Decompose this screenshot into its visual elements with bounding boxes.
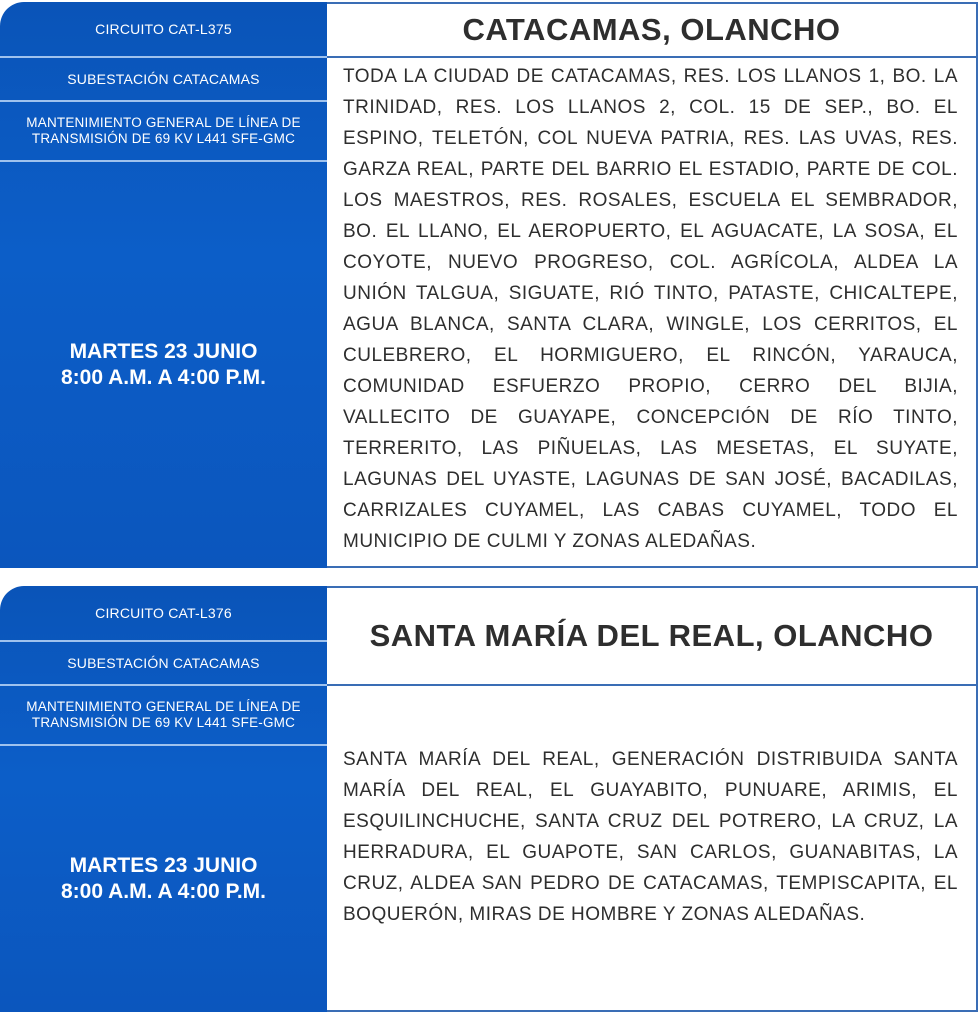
affected-areas-block [327, 686, 976, 1010]
outage-notice-card [0, 2, 978, 568]
outage-date: MARTES 23 JUNIO [69, 340, 258, 363]
outage-time: 8:00 A.M. A 4:00 P.M. [60, 366, 267, 389]
affected-areas-text: TODA LA CIUDAD DE CATACAMAS, RES. LOS LLANOS 1, BO. LA TRINIDAD, RES. LOS LLANOS 2, COL. 15 DE SEP., BO. EL ESPINO, TELETÓN, COL NUEVA PATRIA, RES. LAS UVAS, RES. GARZA REAL, PARTE DEL BARRIO EL ESTADIO, PARTE DE COL. LOS MAESTROS, RES. ROSALES, ESCUELA EL SEMBRADOR, BO. EL LLANO, EL AEROPUERTO, EL AGUACATE, LA SOSA, EL COYOTE, NUEVO PROGRESO, COL. AGRÍCOLA, ALDEA LA UNIÓN TALGUA, SIGUATE, RIÓ TINTO, PATASTE, CHICALTEPE, AGUA BLANCA, SANTA CLARA, WINGLE, LOS CERRITOS, EL CULEBRERO, EL HORMIGUERO, EL RINCÓN, YARAUCA, COMUNIDAD ESFUERZO PROPIO, CERRO DEL BIJIA, VALLECITO DE GUAYAPE, CONCEPCIÓN DE RÍO TINTO, TERRERITO, LAS PIÑUELAS, LAS MESETAS, EL SUYATE, LAGUNAS DEL UYASTE, LAGUNAS DE SAN JOSÉ, BACADILAS, CARRIZALES CUYAMEL, LAS CABAS CUYAMEL, TODO EL MUNICIPIO DE CULMI Y ZONAS ALEDAÑAS. [343, 66, 958, 552]
location-title: CATACAMAS, OLANCHO [327, 4, 976, 58]
notice-info-panel [0, 2, 327, 568]
affected-area-panel [327, 2, 978, 568]
substation-label: SUBESTACIÓN CATACAMAS [0, 642, 327, 686]
maintenance-description: MANTENIMIENTO GENERAL DE LÍNEA DE TRANSMISIÓN DE 69 KV L441 SFE-GMC [0, 686, 327, 746]
affected-area-panel [327, 586, 978, 1012]
affected-areas-text: SANTA MARÍA DEL REAL, GENERACIÓN DISTRIBUIDA SANTA MARÍA DEL REAL, EL GUAYABITO, PUNUARE, ARIMIS, EL ESQUILINCHUCHE, SANTA CRUZ DEL POTRERO, LA CRUZ, LA HERRADURA, EL GUAPOTE, SAN CARLOS, GUANABITAS, LA CRUZ, ALDEA SAN PEDRO DE CATACAMAS, TEMPISCAPITA, EL BOQUERÓN, MIRAS DE HOMBRE Y ZONAS ALEDAÑAS. [343, 749, 958, 925]
schedule-block [0, 162, 327, 568]
circuit-label: CIRCUITO CAT-L376 [0, 586, 327, 642]
location-title: SANTA MARÍA DEL REAL, OLANCHO [327, 588, 976, 686]
schedule-block [0, 746, 327, 1012]
substation-label: SUBESTACIÓN CATACAMAS [0, 58, 327, 102]
circuit-label: CIRCUITO CAT-L375 [0, 2, 327, 58]
outage-notice-card [0, 586, 978, 1012]
maintenance-description: MANTENIMIENTO GENERAL DE LÍNEA DE TRANSMISIÓN DE 69 KV L441 SFE-GMC [0, 102, 327, 162]
outage-time: 8:00 A.M. A 4:00 P.M. [60, 880, 267, 903]
outage-date: MARTES 23 JUNIO [69, 854, 258, 877]
notice-info-panel [0, 586, 327, 1012]
